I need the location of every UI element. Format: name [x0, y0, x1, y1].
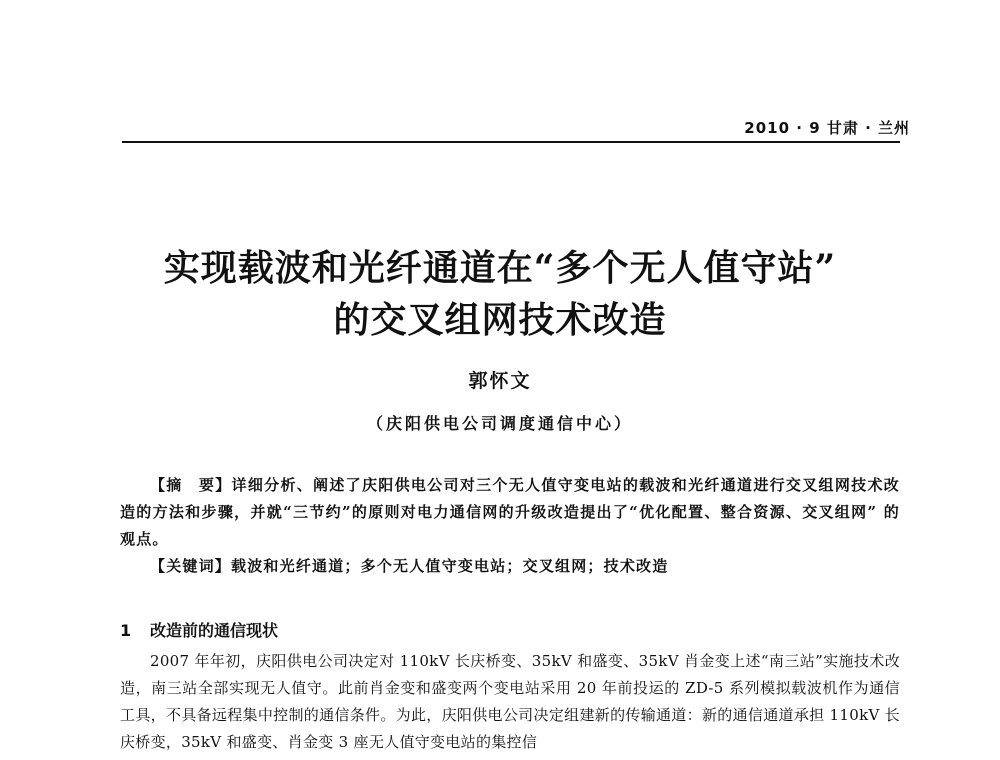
section-1-title: 改造前的通信现状 [150, 621, 279, 640]
section-1-number: 1 [120, 621, 132, 640]
section-1-body [120, 648, 900, 756]
abstract-paragraph [120, 472, 900, 553]
title-line-2: 的交叉组网技术改造 [333, 299, 667, 341]
author-name: 郭怀文 [468, 370, 532, 392]
title-line-1: 实现载波和光纤通道在“多个无人值守站” [163, 247, 837, 289]
abstract-label: 【摘 要】 [150, 476, 232, 494]
abstract-block [120, 472, 900, 580]
keywords-label: 【关键词】 [150, 557, 232, 575]
author-affiliation: （庆阳供电公司调度通信中心） [366, 414, 633, 433]
keywords-text: 载波和光纤通道；多个无人值守变电站；交叉组网；技术改造 [231, 557, 669, 575]
article-title [0, 242, 1000, 346]
section-1-paragraph: 2007 年年初，庆阳供电公司决定对 110kV 长庆桥变、35kV 和盛变、35kV 肖金变上述“南三站”实施技术改造，南三站全部实现无人值守。此前肖金变和盛变两个变电站采用 20 年前投运的 ZD-5 系列模拟载波机作为通信工具，不具备远程集中控制的通信条件。为此，庆阳供电公司决定组建新的传输通道：新的通信通道承担 110kV 长庆桥变，35kV 和盛变、肖金变 3 座无人值守变电站的集控信 [120, 652, 900, 751]
abstract-text: 详细分析、阐述了庆阳供电公司对三个无人值守变电站的载波和光纤通道进行交叉组网技术改造的方法和步骤，并就“三节约”的原则对电力通信网的升级改造提出了“优化配置、整合资源、交叉组网” 的观点。 [120, 476, 900, 548]
running-head: 2010 · 9 甘肃 · 兰州 [744, 119, 910, 137]
section-1-heading [120, 618, 278, 641]
keywords-paragraph [120, 553, 900, 580]
header-rule [122, 141, 900, 143]
